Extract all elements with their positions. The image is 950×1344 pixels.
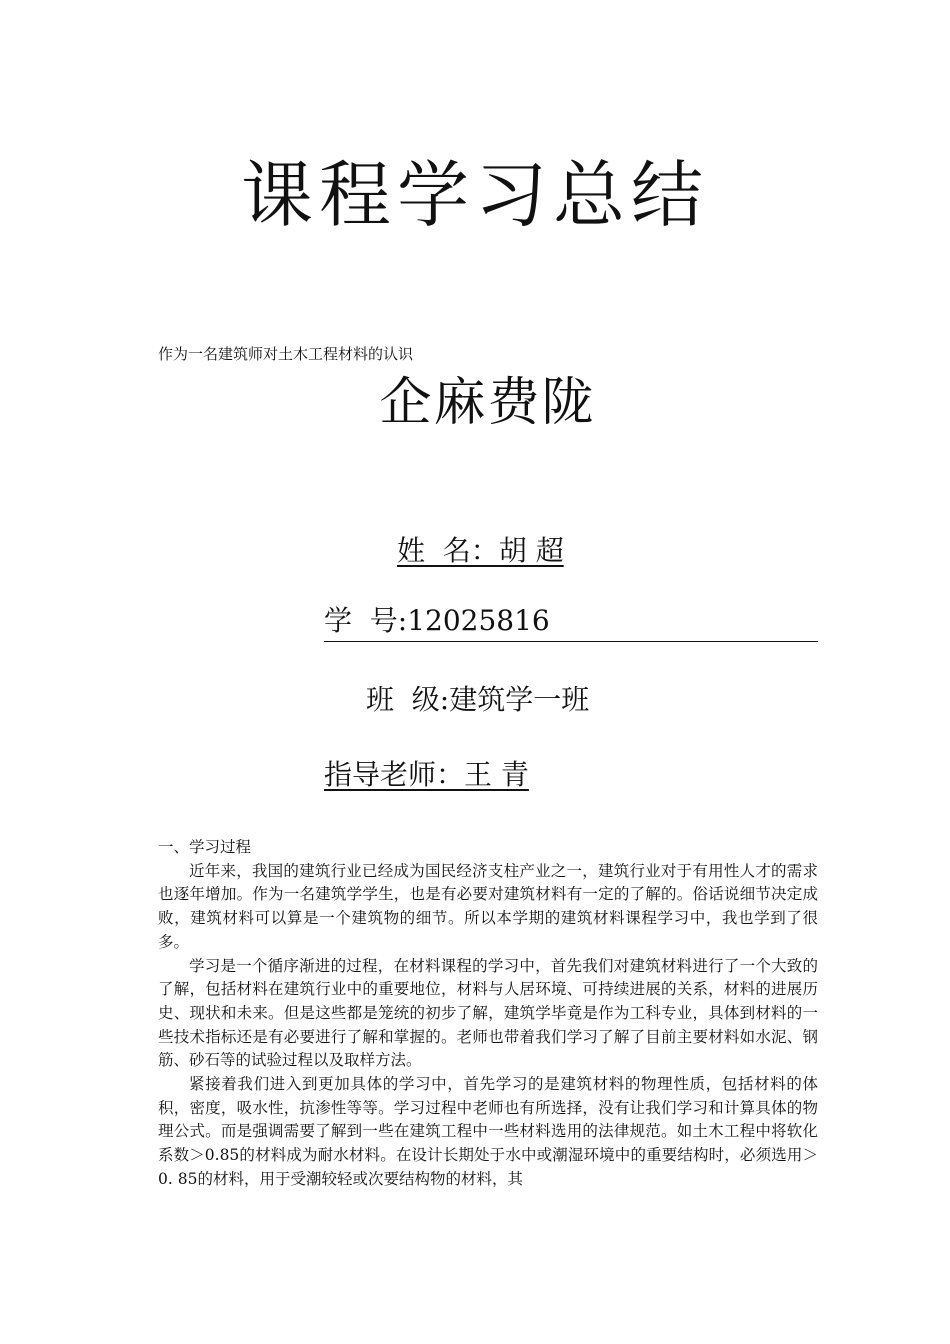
body-paragraph: 近年来，我国的建筑行业已经成为国民经济支柱产业之一，建筑行业对于有用性人才的需求也逐年增加。作为一名建筑学学生，也是有必要对建筑材料有一定的了解的。俗话说细节决定成败，建筑材料可以算是一个建筑物的细节。所以本学期的建筑材料课程学习中，我也学到了很多。 xyxy=(158,861,818,951)
student-id-line: 学 号:12025816 xyxy=(324,603,818,642)
document-title: 课程学习总结 xyxy=(240,153,709,237)
body-paragraph: 学习是一个循序渐进的过程，在材料课程的学习中，首先我们对建筑材料进行了一个大致的了解，包括材料在建筑行业中的重要地位，材料与人居环境、可持续进展的关系，材料的进展历史、现状和未来。但是这些都是笼统的初步了解，建筑学毕竟是作为工科专业，具体到材料的一些技术指标还是有必要进行了解和掌握的。老师也带着我们学习了解了目前主要材料如水泥、钢筋、砂石等的试验过程以及取样方法。 xyxy=(158,956,818,1070)
section-heading: 一、学习过程 xyxy=(158,838,252,856)
document-subtitle: 企麻费陇 xyxy=(379,373,596,433)
teacher-line: 指导老师：王 青 xyxy=(324,758,529,791)
body-content xyxy=(158,836,818,1192)
student-name-line: 姓 名：胡 超 xyxy=(397,534,564,567)
body-paragraph: 紧接着我们进入到更加具体的学习中，首先学习的是建筑材料的物理性质，包括材料的体积，密度，吸水性，抗渗性等等。学习过程中老师也有所选择，没有让我们学习和计算具体的物理公式。而是强调需要了解到一些在建筑工程中一些材料选用的法律规范。如土木工程中将软化系数＞0.85的材料成为耐水材料。在设计长期处于水中或潮湿环境中的重要结构时，必须选用＞0. 85的材料，用于受潮较轻或次要结构物的材料，其 xyxy=(158,1075,818,1188)
student-class-line: 班 级:建筑学一班 xyxy=(366,683,590,716)
subtitle-note: 作为一名建筑师对土木工程材料的认识 xyxy=(158,345,414,363)
